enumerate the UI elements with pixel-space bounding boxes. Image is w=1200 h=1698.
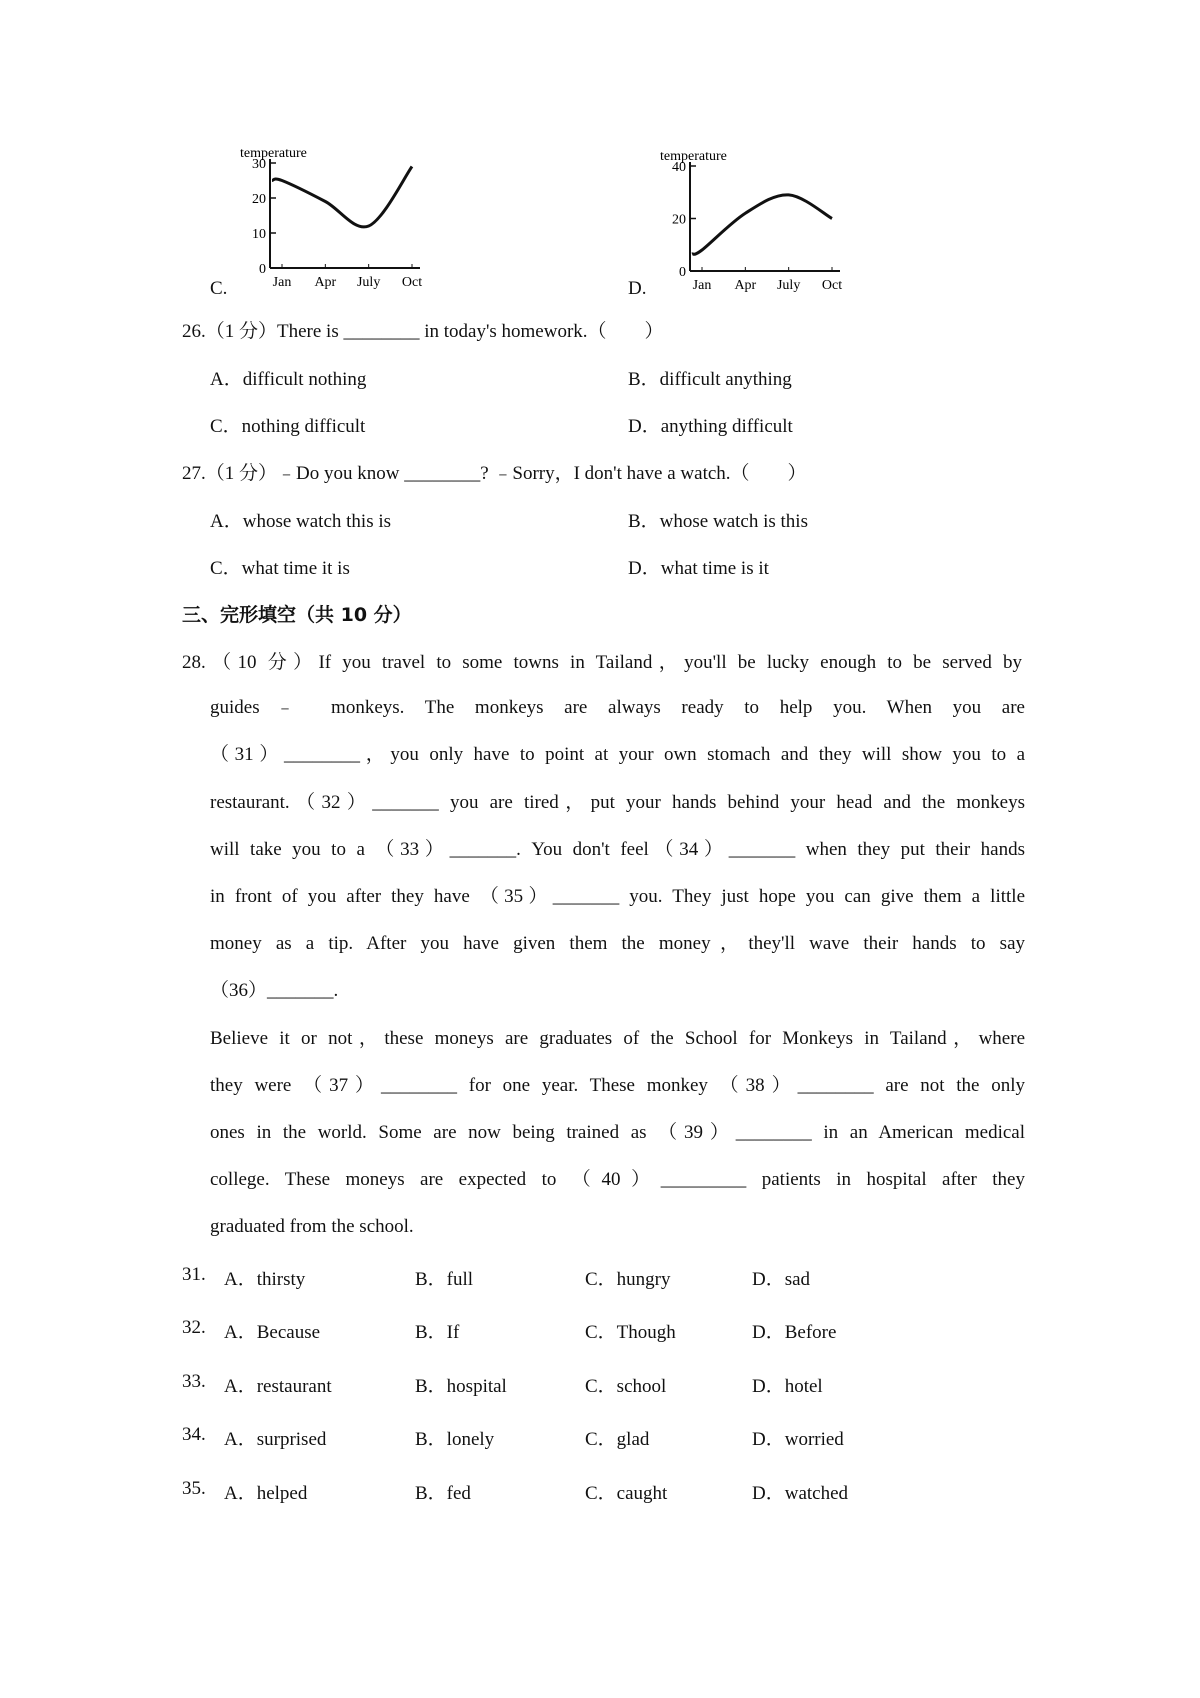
passage-line-7: money as a tip. After you have given them the money，they'll wave their hands to say — [210, 933, 1025, 954]
chart-ylabel: temperature — [660, 149, 727, 164]
q26-option-c: C．nothing difficult — [210, 416, 366, 437]
chart-c — [240, 145, 440, 300]
x-tick-label: July — [356, 275, 381, 290]
choice-31-num: 31. — [182, 1264, 206, 1285]
question-27-stem: 27.（1 分）﹣Do you know ________? ﹣Sorry，I don't have a watch.（ ） — [182, 463, 807, 484]
passage-line-6: in front of you after they have （35）_______ you. They just hope you can give them a little — [210, 886, 1025, 907]
choice-34-num: 34. — [182, 1424, 206, 1445]
choice-34-a: A．surprised — [224, 1429, 327, 1450]
x-tick-label: Oct — [401, 275, 423, 290]
choice-33-b: B．hospital — [415, 1376, 507, 1397]
choice-33-a: A．restaurant — [224, 1376, 332, 1397]
passage-line-1: 28.（10 分）If you travel to some towns in Tailand，you'll be lucky enough to be served by — [182, 652, 1022, 673]
choice-32-d: D．Before — [752, 1322, 837, 1343]
choice-31-c: C．hungry — [585, 1269, 671, 1290]
x-tick-label: July — [776, 278, 801, 293]
temperature-line — [692, 195, 832, 254]
y-tick-label: 20 — [672, 212, 686, 228]
choice-31-b: B．full — [415, 1269, 474, 1290]
choice-34-d: D．worried — [752, 1429, 844, 1450]
y-tick-label: 10 — [252, 227, 266, 242]
choice-31-a: A．thirsty — [224, 1269, 306, 1290]
choice-33-num: 33. — [182, 1371, 206, 1392]
passage-line-5: will take you to a （33）_______. You don't feel（34）_______ when they put their hands — [210, 839, 1025, 860]
choice-34-c: C．glad — [585, 1429, 650, 1450]
x-tick-label: Apr — [734, 278, 757, 293]
temperature-line — [272, 167, 412, 227]
y-tick-label: 30 — [252, 157, 266, 172]
choice-32-num: 32. — [182, 1317, 206, 1338]
chart-d-letter: D. — [628, 278, 647, 299]
passage-line-11: ones in the world. Some are now being trained as （39）________ in an American medical — [210, 1122, 1025, 1143]
passage-line-10: they were （37）________ for one year. These monkey （38）________ are not the only — [210, 1075, 1025, 1096]
choice-35-c: C．caught — [585, 1483, 668, 1504]
q26-option-a: A．difficult nothing — [210, 369, 367, 390]
choice-35-num: 35. — [182, 1478, 206, 1499]
y-tick-label: 0 — [259, 262, 266, 277]
passage-line-4: restaurant.（32）_______ you are tired，put your hands behind your head and the monkeys — [210, 792, 1025, 813]
choice-32-c: C．Though — [585, 1322, 676, 1343]
choice-33-d: D．hotel — [752, 1376, 823, 1397]
chart-ylabel: temperature — [240, 146, 307, 161]
y-tick-label: 40 — [672, 160, 686, 175]
q27-option-d: D．what time is it — [628, 558, 769, 579]
choice-32-a: A．Because — [224, 1322, 321, 1343]
passage-line-8: （36）_______. — [210, 980, 339, 1001]
chart-d — [660, 148, 860, 300]
passage-line-3: （31）________，you only have to point at your own stomach and they will show you to a — [210, 744, 1025, 765]
question-26-stem: 26.（1 分）There is ________ in today's homework.（ ） — [182, 321, 664, 342]
x-tick-label: Jan — [692, 278, 712, 293]
y-tick-label: 20 — [252, 192, 266, 207]
passage-line-13: graduated from the school. — [210, 1216, 414, 1237]
q27-option-c: C．what time it is — [210, 558, 350, 579]
chart-c-letter: C. — [210, 278, 228, 299]
section-3-heading: 三、完形填空（共 10 分） — [182, 604, 412, 626]
passage-line-2: guides﹣ monkeys. The monkeys are always ready to help you. When you are — [210, 697, 1025, 718]
q27-option-a: A．whose watch this is — [210, 511, 392, 532]
choice-35-d: D．watched — [752, 1483, 849, 1504]
x-tick-label: Apr — [314, 275, 337, 290]
y-tick-label: 0 — [679, 265, 686, 280]
choice-35-b: B．fed — [415, 1483, 471, 1504]
x-tick-label: Jan — [272, 275, 292, 290]
choice-34-b: B．lonely — [415, 1429, 495, 1450]
choice-33-c: C．school — [585, 1376, 667, 1397]
passage-line-9: Believe it or not，these moneys are graduates of the School for Monkeys in Tailand，where — [210, 1028, 1025, 1049]
x-tick-label: Oct — [821, 278, 843, 293]
q26-option-d: D．anything difficult — [628, 416, 793, 437]
choice-32-b: B．If — [415, 1322, 460, 1343]
choice-35-a: A．helped — [224, 1483, 308, 1504]
q27-option-b: B．whose watch is this — [628, 511, 808, 532]
choice-31-d: D．sad — [752, 1269, 811, 1290]
q26-option-b: B．difficult anything — [628, 369, 792, 390]
passage-line-12: college. These moneys are expected to （40）_________ patients in hospital after they — [210, 1169, 1025, 1190]
